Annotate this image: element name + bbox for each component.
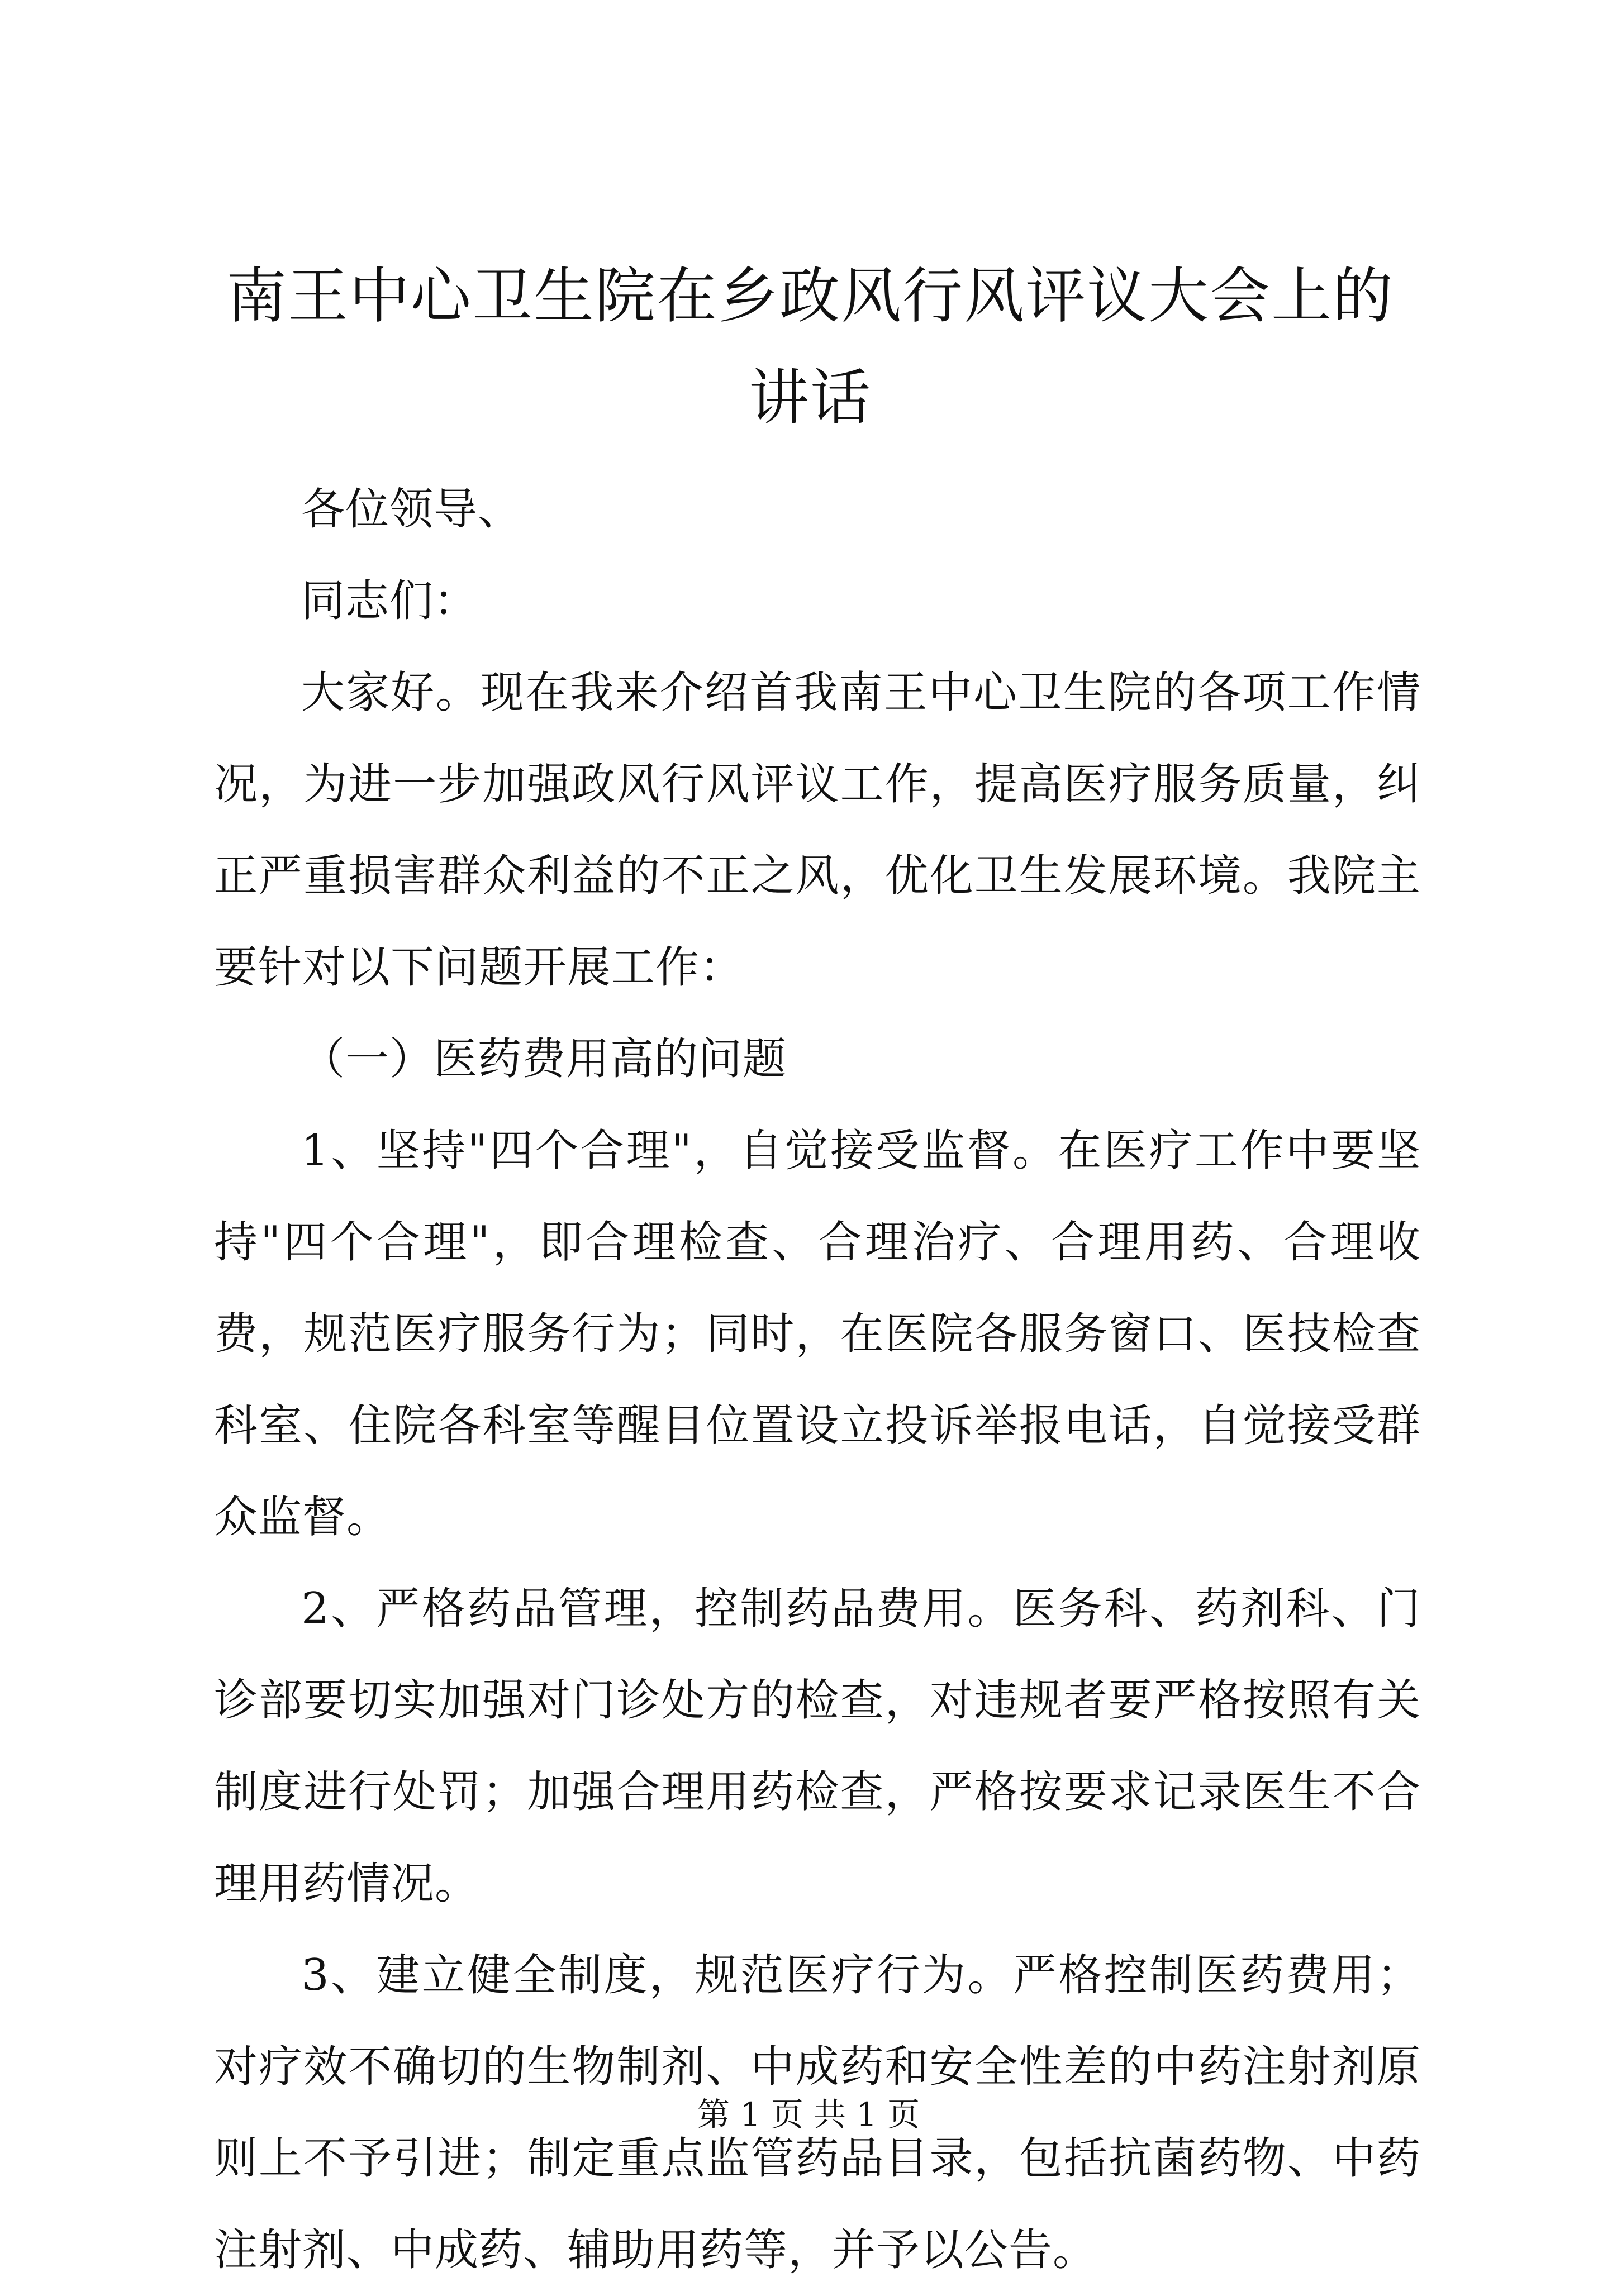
page-footer: 第 1 页 共 1 页: [697, 2095, 920, 2133]
item-paragraph-1: 1、坚持"四个合理"，自觉接受监督。在医疗工作中要坚持"四个合理"，即合理检查、合理治疗、合理用药、合理收费，规范医疗服务行为；同时，在医院各服务窗口、医技检查科室、住院各科室等醒目位置设立投诉举报电话，自觉接受群众监督。: [214, 1126, 1421, 1542]
document-body: [214, 464, 1421, 2296]
document-title: 南王中心卫生院在乡政风行风评议大会上的讲话: [226, 261, 1394, 433]
salutation-comrades: 同志们：: [301, 576, 478, 626]
salutation-leaders: 各位领导、: [301, 484, 522, 535]
section-heading-1: （一）医药费用高的问题: [301, 1034, 787, 1084]
item-paragraph-3: 3、建立健全制度，规范医疗行为。严格控制医药费用；对疗效不确切的生物制剂、中成药和安全性差的中药注射剂原则上不予引进；制定重点监管药品目录，包括抗菌药物、中药注射剂、中成药、辅助用药等，并予以公告。: [214, 1950, 1421, 2275]
item-paragraph-2: 2、严格药品管理，控制药品费用。医务科、药剂科、门诊部要切实加强对门诊处方的检查，对违规者要严格按照有关制度进行处罚；加强合理用药检查，严格按要求记录医生不合理用药情况。: [214, 1584, 1421, 1909]
intro-paragraph: 大家好。现在我来介绍首我南王中心卫生院的各项工作情况，为进一步加强政风行风评议工作，提高医疗服务质量，纠正严重损害群众利益的不正之风，优化卫生发展环境。我院主要针对以下问题开展工作：: [214, 668, 1421, 993]
